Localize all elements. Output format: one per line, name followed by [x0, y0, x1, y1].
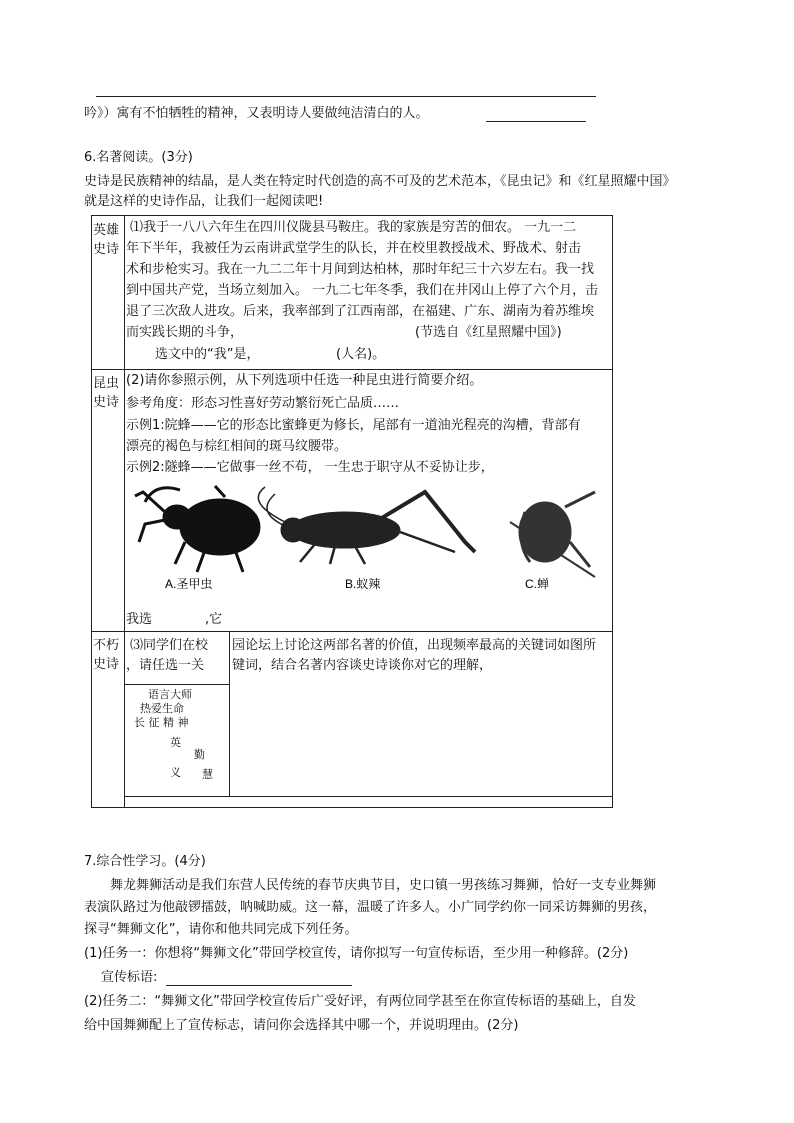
insect-line-4: 漂亮的褐色与棕红相间的斑马纹腰带。 — [126, 439, 348, 454]
cloud-word: 勤 — [194, 748, 205, 761]
q7-task-2b: 给中国舞狮配上了宣传标志，请问你会选择其中哪一个，并说明理由。(2分) — [84, 1018, 519, 1033]
q6-intro-line2: 就是这样的史诗作品，让我们一起阅读吧! — [84, 194, 324, 209]
table-border-right — [612, 215, 613, 807]
katydid-image — [258, 487, 475, 564]
q7-task-2a: (2)任务二：“舞狮文化”带回学校宣传后广受好评，有两位同学甚至在你宣传标语的基础上，自发 — [84, 994, 636, 1009]
hero-line-5: 退了三次敌人进攻。后来，我率部到了江西南部，在福建、广东、湖南为着苏维埃 — [126, 304, 595, 319]
q6-intro-line1: 史诗是民族精神的结晶，是人类在特定时代创造的高不可及的艺术范本，《昆虫记》和《红星照耀中国》 — [84, 174, 676, 189]
slogan-answer-line[interactable] — [166, 985, 352, 986]
q7-paragraph-3: 探寻“舞狮文化”，请你和他共同完成下列任务。 — [84, 922, 358, 937]
cloud-word: 长 征 精 神 — [134, 716, 189, 729]
q7-task-1: (1)任务一：你想将“舞狮文化”带回学校宣传，请你拟写一句宣传标语，至少用一种修辞。(2分) — [84, 946, 629, 961]
keyword-cloud — [126, 686, 228, 794]
hero-line-6: 而实践长期的斗争， — [126, 325, 244, 340]
hero-line-3: 术和步枪实习。我在一九二二年十月间到达柏林，那时年纪三十六岁左右。我一找 — [126, 262, 595, 277]
immortal-question-2: ，请任选一关 — [126, 658, 205, 673]
row-label-text: 英雄 — [93, 223, 120, 238]
immortal-right-2: 键词，结合名著内容谈史诗谈你对它的理解， — [232, 658, 493, 673]
table-inner-split — [229, 631, 230, 796]
hero-question: 选文中的“我”是， — [155, 347, 260, 362]
scarab-beetle-image — [135, 486, 260, 572]
cloud-word: 慧 — [202, 768, 213, 781]
q7-paragraph-1: 舞龙舞狮活动是我们东营人民传统的春节庆典节目，史口镇一男孩练习舞狮，恰好一支专业舞狮 — [110, 878, 657, 893]
row-label-text: 史诗 — [93, 657, 120, 672]
hero-line-1: ⑴我于一八八六年生在四川仪陇县马鞍庄。我的家族是穷苦的佃农。 一九一二 — [130, 220, 577, 235]
immortal-question-1: ⑶同学们在校 — [130, 638, 209, 653]
caption-b: B.蚁辣 — [345, 577, 381, 591]
cloud-word: 英 — [170, 736, 181, 749]
q7-title: 7.综合性学习。(4分) — [84, 854, 206, 869]
cloud-word: 义 — [170, 766, 181, 779]
insect-illustrations — [125, 482, 605, 597]
insect-line-5: 示例2:隧蜂——它做事一丝不苟， 一生忠于职守从不妥协让步， — [126, 460, 494, 475]
table-border-top — [91, 215, 613, 216]
slogan-label: 宣传标语: — [101, 970, 158, 985]
table-border-left — [91, 215, 92, 807]
table-inner-line — [124, 796, 613, 797]
table-inner-split-h — [124, 684, 229, 685]
insect-line-1: (2)请你参照示例，从下列选项中任选一种昆虫进行简要介绍。 — [126, 373, 483, 388]
answer-line-under-top — [486, 121, 586, 122]
immortal-right-1: 园论坛上讨论这两部名著的价值，出现频率最高的关键词如图所 — [232, 638, 597, 653]
cicada-image — [510, 492, 595, 577]
row-label-hero — [93, 221, 119, 259]
answer-line-top — [96, 96, 596, 97]
insect-line-2: 参考角度：形态习性喜好劳动繁衍死亡品质…… — [126, 396, 400, 411]
caption-a: A.圣甲虫 — [165, 577, 213, 591]
cloud-word: 语言大师 — [148, 688, 192, 701]
cloud-word: 热爱生命 — [140, 702, 184, 715]
caption-c: C.蝉 — [525, 577, 550, 591]
top-text: 吟》）寓有不怕牺牲的精神，又表明诗人要做纯洁清白的人。 — [84, 106, 429, 121]
hero-line-2: 年下半年，我被任为云南讲武堂学生的队长，并在校里教授战术、野战术、射击 — [126, 241, 582, 256]
hero-source: (节选自《红星照耀中国》) — [415, 325, 562, 340]
hero-line-4: 到中国共产党，当场立刻加入。 一九二七年冬季，我们在井冈山上停了六个月，击 — [126, 283, 599, 298]
insect-answer-suffix: ,它 — [205, 612, 223, 627]
row-label-immortal — [93, 636, 119, 674]
table-row-divider — [91, 631, 613, 632]
row-label-insect — [93, 374, 119, 412]
row-label-text: 史诗 — [93, 395, 120, 410]
row-label-text: 不朽 — [93, 638, 120, 653]
table-row-divider — [91, 369, 613, 370]
table-border-bottom — [91, 807, 613, 808]
q6-title: 6.名著阅读。(3分) — [84, 150, 193, 165]
row-label-text: 昆虫 — [93, 376, 120, 391]
insect-line-3: 示例1:院蜂——它的形态比蜜蜂更为修长，尾部有一道油光程亮的沟槽，背部有 — [126, 418, 581, 433]
q7-paragraph-2: 表演队路过为他敲锣擂鼓，呐喊助威。这一幕，温暖了许多人。小广同学约你一同采访舞狮的男孩， — [84, 900, 657, 915]
row-label-text: 史诗 — [93, 242, 120, 257]
hero-question-suffix: (人名)。 — [336, 347, 386, 362]
insect-answer-prefix: 我选 — [126, 612, 153, 627]
